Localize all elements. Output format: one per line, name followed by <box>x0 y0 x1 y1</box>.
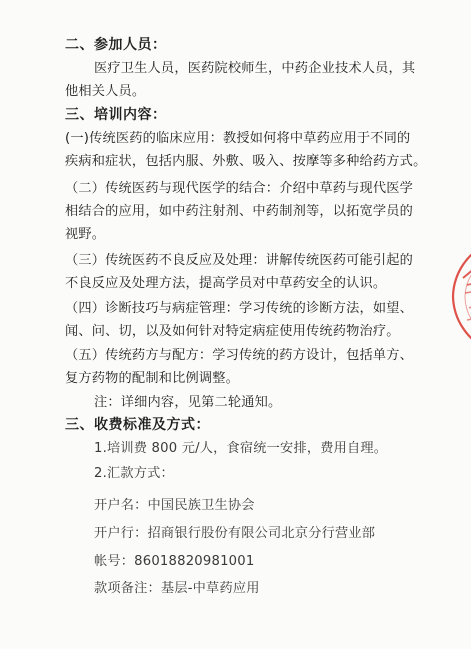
training-item2-line2: 相结合的应用，如中药注射剂、中药制剂等，以拓宽学员的 <box>65 204 414 219</box>
participants-body-line1: 医疗卫生人员，医药院校师生，中药企业技术人员，其 <box>94 61 416 76</box>
participants-body-line2: 他相关人员。 <box>65 84 146 99</box>
training-item1-line2: 疾病和症状，包括内服、外敷、吸入、按摩等多种给药方式。 <box>65 154 427 169</box>
payment-memo: 款项备注：基层-中草药应用 <box>94 581 260 596</box>
training-note: 注：详细内容，见第二轮通知。 <box>94 395 282 410</box>
account-number: 帐号：86018820981001 <box>94 554 255 569</box>
training-item2-line1: （二）传统医药与现代医学的结合：介绍中草药与现代医学 <box>65 181 414 196</box>
participants-heading: 二、参加人员： <box>65 37 167 53</box>
training-item1-line1: (一)传统医药的临床应用：教授如何将中草药应用于不同的 <box>65 131 411 146</box>
training-heading: 三、培训内容： <box>65 107 167 123</box>
fees-line: 1.培训费 800 元/人，食宿统一安排，费用自理。 <box>94 441 388 456</box>
bank-name: 开户行：招商银行股份有限公司北京分行营业部 <box>94 526 376 541</box>
remittance-heading: 2.汇款方式： <box>94 466 174 481</box>
fees-heading: 三、收费标准及方式： <box>65 417 210 433</box>
training-item4-line2: 闻、问、切，以及如何针对特定病症使用传统药物治疗。 <box>65 324 400 339</box>
training-item2-line3: 视野。 <box>65 227 106 242</box>
training-item3-line2: 不良反应及处理方法，提高学员对中草药安全的认识。 <box>65 276 387 291</box>
red-seal-stamp <box>449 238 471 358</box>
training-item3-line1: （三）传统医药不良反应及处理：讲解传统医药可能引起的 <box>65 253 414 268</box>
training-item5-line2: 复方药物的配制和比例调整。 <box>65 371 240 386</box>
training-item4-line1: （四）诊断技巧与病症管理：学习传统的诊断方法，如望、 <box>65 301 414 316</box>
training-item5-line1: （五）传统药方与配方：学习传统的药方设计，包括单方、 <box>65 348 414 363</box>
account-name: 开户名：中国民族卫生协会 <box>94 498 255 513</box>
